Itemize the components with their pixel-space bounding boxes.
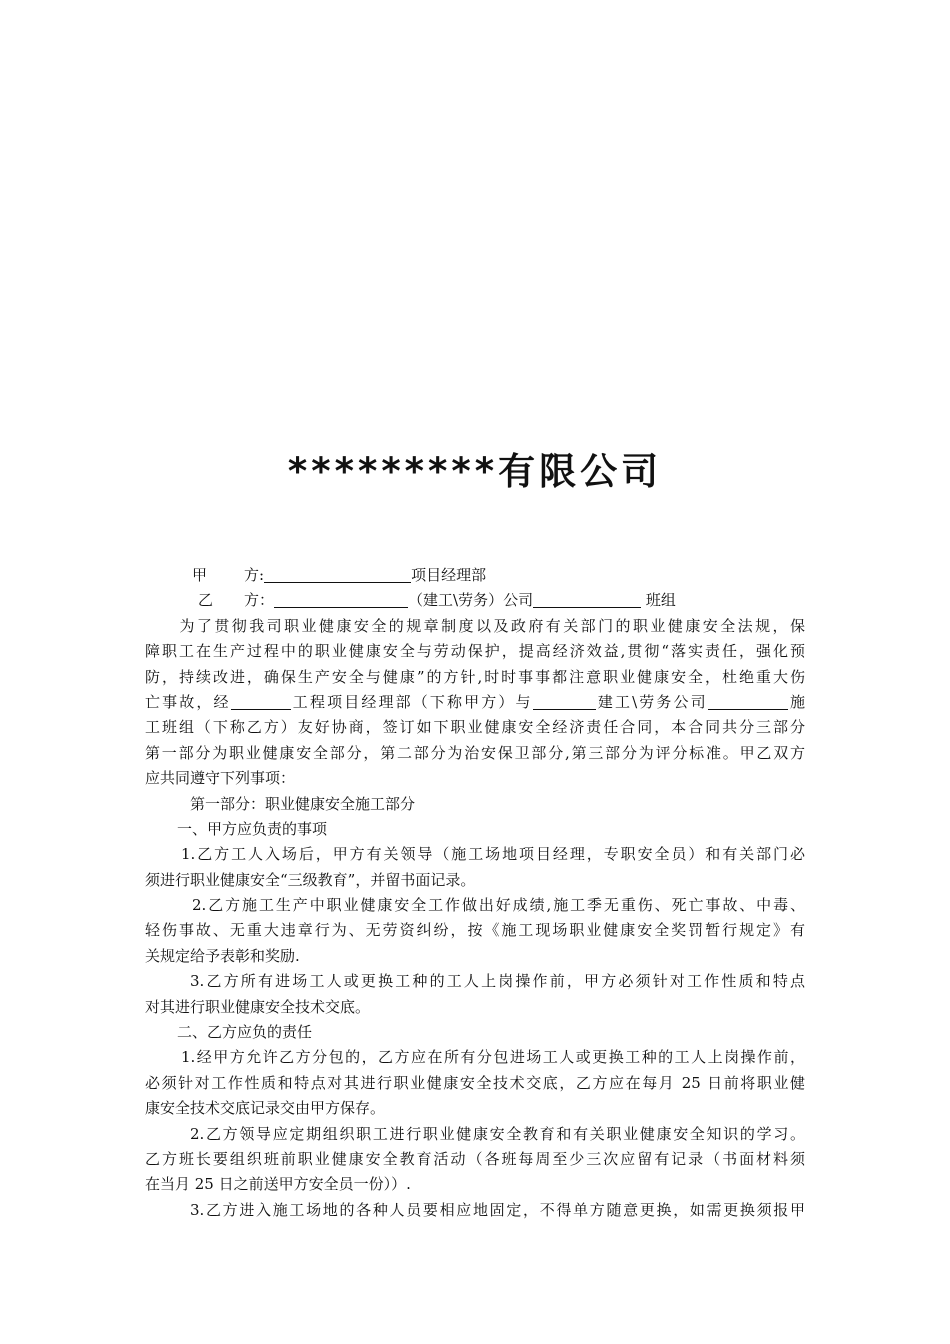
party-b-label-2: 方： [244, 591, 275, 610]
item2-1-line-1: 1.经甲方允许乙方分包的，乙方应在所有分包进场工人或更换工种的工人上岗操作前， [181, 1048, 805, 1067]
section2-heading: 二、乙方应负的责任 [177, 1023, 313, 1042]
item1-3-line-1: 3.乙方所有进场工人或更换工种的工人上岗操作前，甲方必须针对工作性质和特点 [190, 972, 805, 991]
project-blank [231, 692, 291, 710]
company-title: *********有限公司 [287, 450, 663, 493]
party-b-label: 乙 [198, 591, 214, 610]
intro-line-3: 防，持续改进，确保生产安全与健康”的方针,时时事事都注意职业健康安全，杜绝重大伤 [145, 667, 805, 686]
intro-line-2: 障职工在生产过程中的职业健康安全与劳动保护，提高经济效益,贯彻“落实责任，强化预 [145, 642, 805, 661]
contract-body [145, 563, 805, 1223]
item2-3-line-1: 3.乙方进入施工场地的各种人员要相应地固定，不得单方随意更换，如需更换须报甲 [190, 1200, 805, 1219]
intro-line-6: 第一部分为职业健康安全部分，第二部分为治安保卫部分,第三部分为评分标准。甲乙双方 [145, 743, 805, 762]
intro-line-5: 工班组（下称乙方）友好协商，签订如下职业健康安全经济责任合同，本合同共分三部分 [145, 718, 805, 737]
party-a-label-2: 方: [244, 566, 265, 584]
company-blank [533, 692, 596, 710]
part1-heading: 第一部分：职业健康安全施工部分 [190, 794, 416, 813]
item2-1-line-3: 康安全技术交底记录交由甲方保存。 [145, 1099, 386, 1118]
intro-line-4: 亡事故，经 工程项目经理部（下称甲方）与 建工\劳务公司 施 [145, 692, 805, 711]
team-blank [708, 692, 788, 710]
party-a-line [145, 563, 805, 588]
item1-3-line-2: 对其进行职业健康安全技术交底。 [145, 997, 371, 1016]
item2-1-line-2: 必须针对工作性质和特点对其进行职业健康安全技术交底，乙方应在每月 25 日前将职业健 [145, 1073, 805, 1092]
party-b-blank-1 [274, 590, 408, 608]
item1-1-line-2: 须进行职业健康安全“三级教育”，并留书面记录。 [145, 870, 476, 889]
intro-line-7: 应共同遵守下列事项： [145, 769, 296, 788]
intro-line-1: 为了贯彻我司职业健康安全的规章制度以及政府有关部门的职业健康安全法规，保 [177, 616, 805, 635]
item1-1-line-1: 1.乙方工人入场后，甲方有关领导（施工场地项目经理，专职安全员）和有关部门必 [181, 845, 805, 864]
party-b-mid: （建工\劳务）公司 [408, 591, 534, 610]
item2-2-line-1: 2.乙方领导应定期组织职工进行职业健康安全教育和有关职业健康安全知识的学习。 [190, 1124, 805, 1143]
item2-2-line-3: 在当月 25 日之前送甲方安全员一份））. [145, 1175, 411, 1194]
item2-2-line-2: 乙方班长要组织班前职业健康安全教育活动（各班每周至少三次应留有记录（书面材料须 [145, 1149, 805, 1168]
item1-2-line-2: 轻伤事故、无重大违章行为、无劳资纠纷，按《施工现场职业健康安全奖罚暂行规定》有 [145, 921, 805, 940]
section1-heading: 一、甲方应负责的事项 [177, 819, 328, 838]
party-a-label: 甲 [192, 566, 208, 584]
party-b-blank-2 [533, 590, 641, 608]
party-a-suffix: 项目经理部 [411, 566, 487, 584]
party-b-line [145, 588, 805, 613]
party-a-blank [264, 565, 411, 583]
party-b-suffix: 班组 [641, 591, 676, 610]
item1-2-line-3: 关规定给予表彰和奖励. [145, 946, 300, 965]
item1-2-line-1: 2.乙方施工生产中职业健康安全工作做出好成绩,施工季无重伤、死亡事故、中毒、 [192, 896, 805, 915]
